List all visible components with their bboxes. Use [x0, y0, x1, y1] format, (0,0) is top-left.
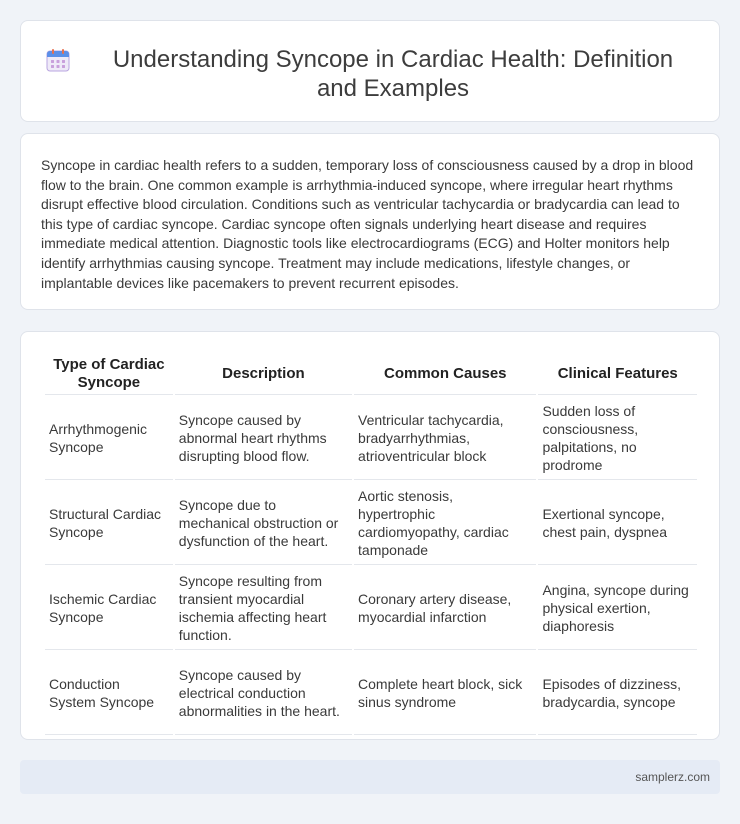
footer-site-link[interactable]: samplerz.com	[635, 770, 710, 784]
table-row	[45, 652, 697, 735]
footer	[20, 760, 720, 794]
cell-features: Sudden loss of consciousness, palpitations, no prodrome	[538, 397, 697, 480]
cell-type: Structural Cardiac Syncope	[45, 482, 173, 565]
table-row	[45, 397, 697, 480]
cell-type: Conduction System Syncope	[45, 652, 173, 735]
header-features: Clinical Features	[538, 354, 697, 395]
cell-description: Syncope resulting from transient myocardial ischemia affecting heart function.	[175, 567, 352, 650]
syncope-table	[43, 352, 699, 737]
cell-features: Episodes of dizziness, bradycardia, syncope	[538, 652, 697, 735]
cell-description: Syncope caused by abnormal heart rhythms disrupting blood flow.	[175, 397, 352, 480]
header-description: Description	[175, 354, 352, 395]
cell-causes: Ventricular tachycardia, bradyarrhythmias, atrioventricular block	[354, 397, 536, 480]
table-row	[45, 482, 697, 565]
intro-card	[20, 133, 720, 310]
cell-causes: Complete heart block, sick sinus syndrome	[354, 652, 536, 735]
cell-features: Exertional syncope, chest pain, dyspnea	[538, 482, 697, 565]
header-type: Type of Cardiac Syncope	[45, 354, 173, 395]
table-row	[45, 567, 697, 650]
cell-features: Angina, syncope during physical exertion, diaphoresis	[538, 567, 697, 650]
cell-causes: Coronary artery disease, myocardial infarction	[354, 567, 536, 650]
cell-description: Syncope caused by electrical conduction abnormalities in the heart.	[175, 652, 352, 735]
cell-causes: Aortic stenosis, hypertrophic cardiomyopathy, cardiac tamponade	[354, 482, 536, 565]
title-card	[20, 20, 720, 122]
cell-type: Ischemic Cardiac Syncope	[45, 567, 173, 650]
table-card	[20, 331, 720, 740]
cell-type: Arrhythmogenic Syncope	[45, 397, 173, 480]
page-title: Understanding Syncope in Cardiac Health: Definition and Examples	[112, 46, 674, 102]
header-causes: Common Causes	[354, 354, 536, 395]
calendar-icon	[45, 47, 71, 73]
cell-description: Syncope due to mechanical obstruction or dysfunction of the heart.	[175, 482, 352, 565]
intro-paragraph: Syncope in cardiac health refers to a sudden, temporary loss of consciousness caused by a drop in blood flow to the brain. One common example is arrhythmia-induced syncope, where irregular heart rhythms disrupt effective blood circulation. Conditions such as ventricular tachycardia or bradycardia can lead to this type of cardiac syncope. Cardiac syncope often signals underlying heart disease and requires immediate medical attention. Diagnostic tools like electrocardiograms (ECG) and Holter monitors help identify arrhythmias causing syncope. Treatment may include medications, lifestyle changes, or implantable devices like pacemakers to prevent recurrent episodes.	[41, 157, 694, 291]
table-header-row	[45, 354, 697, 395]
